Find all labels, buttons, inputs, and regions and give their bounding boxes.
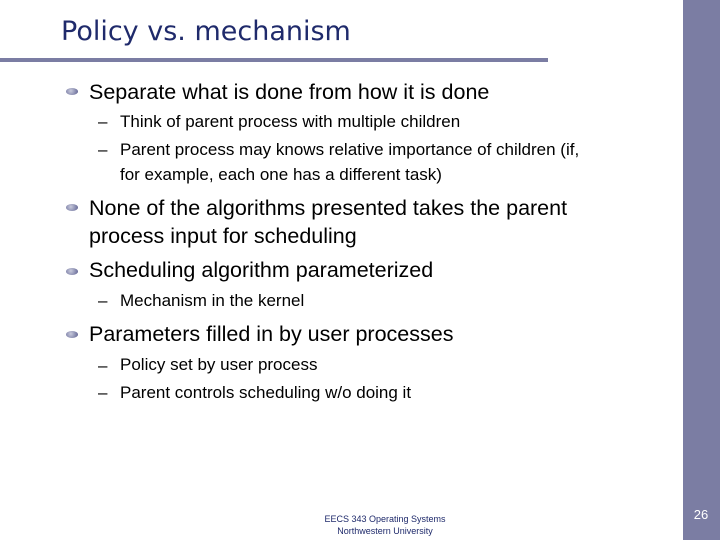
bullet-icon	[66, 331, 78, 338]
slide-title: Policy vs. mechanism	[61, 16, 351, 47]
bullet-2-line-1: None of the algorithms presented takes the parent	[89, 196, 568, 220]
bullet-3-line-1: Scheduling algorithm parameterized	[89, 258, 434, 282]
sub-bullet-dash: –	[98, 291, 108, 310]
page-number: 26	[693, 507, 709, 522]
slide-footer	[320, 513, 450, 537]
sub-bullet-1-2-line-1: Parent process may knows relative importance of children (if,	[120, 140, 580, 159]
sub-bullet-4-2: Parent controls scheduling w/o doing it	[120, 383, 412, 402]
sub-bullet-dash: –	[98, 356, 108, 375]
bullet-icon	[66, 204, 78, 211]
slide-sidebar	[683, 0, 720, 540]
footer-course: EECS 343 Operating Systems	[324, 514, 446, 524]
bullet-1-line-1: Separate what is done from how it is done	[89, 80, 490, 104]
sub-bullet-dash: –	[98, 383, 108, 402]
sub-bullet-dash: –	[98, 140, 108, 159]
bullet-icon	[66, 88, 78, 95]
sub-bullet-3-1: Mechanism in the kernel	[120, 291, 305, 310]
title-underline	[0, 58, 548, 62]
bullet-icon	[66, 268, 78, 275]
bullet-4-line-1: Parameters filled in by user processes	[89, 322, 454, 346]
sub-bullet-4-1: Policy set by user process	[120, 355, 318, 374]
sub-bullet-1-1: Think of parent process with multiple children	[120, 112, 461, 131]
footer-university: Northwestern University	[337, 526, 433, 536]
bullet-2-line-2: process input for scheduling	[89, 224, 357, 248]
sub-bullet-dash: –	[98, 112, 108, 131]
sub-bullet-1-2-line-2: for example, each one has a different task)	[120, 165, 442, 184]
